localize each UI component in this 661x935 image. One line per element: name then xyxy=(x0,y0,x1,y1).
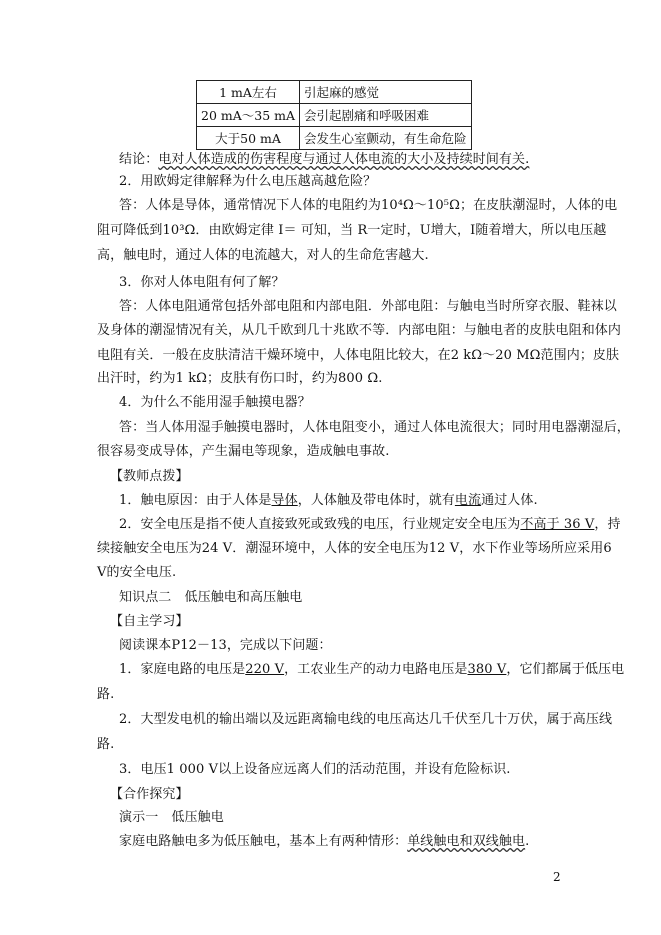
text-run: ，工农业生产的动力电路电压是 xyxy=(284,662,468,677)
conclusion-text: 电对人体造成的伤害程度与通过人体电流的大小及持续时间有关. xyxy=(158,152,530,167)
answer-3-line-4: 出汗时，约为1 kΩ；皮肤有伤口时，约为800 Ω. xyxy=(97,371,383,386)
teacher-point-2-line-2: 续接触安全电压为24 V．潮湿环境中，人体的安全电压为12 V，水下作业等场所应采用6 xyxy=(97,541,612,556)
item-2-line-1: 2．大型发电机的输出端以及远距离输电线的电压高达几千伏至几十万伏，属于高压线 xyxy=(119,712,613,727)
text-run: 1．家庭电路的电压是 xyxy=(119,662,246,677)
answer-3-line-3: 电阻有关．一般在皮肤清洁干燥环境中，人体电阻比较大，在2 kΩ～20 MΩ范围内；皮肤 xyxy=(97,348,620,363)
text-run: ，它们都属于低压电 xyxy=(506,662,625,677)
answer-3-line-1: 答：人体电阻通常包括外部电阻和内部电阻．外部电阻：与触电当时所穿衣服、鞋袜以 xyxy=(119,299,617,314)
current-cell: 20 mA～35 mA xyxy=(197,104,300,127)
section-title: 知识点二 低压触电和高压触电 xyxy=(119,590,303,605)
reading-instruction: 阅读课本P12－13，完成以下问题： xyxy=(119,638,332,653)
demo-heading: 演示一 低压触电 xyxy=(119,810,224,825)
blank-answer: 220 V xyxy=(245,662,285,677)
emphasized-text: 单线触电和双线触电 xyxy=(407,834,526,849)
demo-text xyxy=(119,832,589,852)
item-1-line-1 xyxy=(119,660,625,680)
effect-cell: 引起麻的感觉 xyxy=(300,81,472,104)
answer-2-line-2: 阻可降低到10³Ω．由欧姆定律 I＝ 可知，当 R一定时，U增大，I随着增大，所以电压越 xyxy=(97,223,607,238)
table-row xyxy=(197,81,472,104)
teacher-point-1 xyxy=(119,491,589,511)
blank-answer: 电流 xyxy=(454,493,482,508)
effect-cell: 会引起剧痛和呼吸困难 xyxy=(300,104,472,127)
blank-answer: 不高于 36 V xyxy=(520,517,595,532)
question-4: 4．为什么不能用湿手触摸电器？ xyxy=(119,395,311,410)
teacher-heading: 【教师点拨】 xyxy=(110,469,189,484)
blank-answer: 导体 xyxy=(271,493,298,508)
question-3: 3．你对人体电阻有何了解？ xyxy=(119,275,285,290)
self-study-heading: 【自主学习】 xyxy=(110,614,189,629)
teacher-point-2-line-3: V的安全电压. xyxy=(97,565,177,580)
item-3: 3．电压1 000 V以上设备应远离人们的活动范围，并设有危险标识. xyxy=(119,762,511,777)
conclusion-prefix: 结论： xyxy=(119,152,159,167)
current-cell: 大于50 mA xyxy=(197,127,300,150)
table-row xyxy=(197,127,472,150)
text-run: ，持 xyxy=(594,517,621,532)
answer-3-line-2: 及身体的潮湿情况有关，从几千欧到几十兆欧不等．内部电阻：与触电者的皮肤电阻和体内 xyxy=(97,323,622,338)
conclusion-line xyxy=(119,150,589,170)
answer-2-line-3: 高，触电时，通过人体的电流越大，对人的生命危害越大. xyxy=(97,248,429,263)
table-row xyxy=(197,104,472,127)
item-2-line-2: 路. xyxy=(97,737,115,752)
text-run: . xyxy=(525,834,530,849)
current-effects-table xyxy=(196,80,472,150)
item-1-line-2: 路. xyxy=(97,687,115,702)
teacher-point-2-line-1 xyxy=(119,515,621,535)
text-run: 2．安全电压是指不使人直接致死或致残的电压，行业规定安全电压为 xyxy=(119,517,521,532)
page-number: 2 xyxy=(553,870,561,884)
answer-2-line-1: 答：人体是导体，通常情况下人体的电阻约为10⁴Ω～10⁵Ω；在皮肤潮湿时，人体的电 xyxy=(119,198,618,213)
effect-cell: 会发生心室颤动，有生命危险 xyxy=(300,127,472,150)
text-run: 通过人体. xyxy=(481,493,538,508)
question-2: 2．用欧姆定律解释为什么电压越高越危险？ xyxy=(119,174,377,189)
blank-answer: 380 V xyxy=(467,662,507,677)
answer-4-line-1: 答：当人体用湿手触摸电器时，人体电阻变小，通过人体电流很大；同时用电器潮湿后， xyxy=(119,420,630,435)
text-run: ，人体触及带电体时，就有 xyxy=(297,493,455,508)
coop-heading: 【合作探究】 xyxy=(110,787,189,802)
current-cell: 1 mA左右 xyxy=(197,81,300,104)
text-run: 1．触电原因：由于人体是 xyxy=(119,493,272,508)
text-run: 家庭电路触电多为低压触电，基本上有两种情形： xyxy=(119,834,408,849)
answer-4-line-2: 很容易变成导体，产生漏电等现象，造成触电事故. xyxy=(97,444,390,459)
